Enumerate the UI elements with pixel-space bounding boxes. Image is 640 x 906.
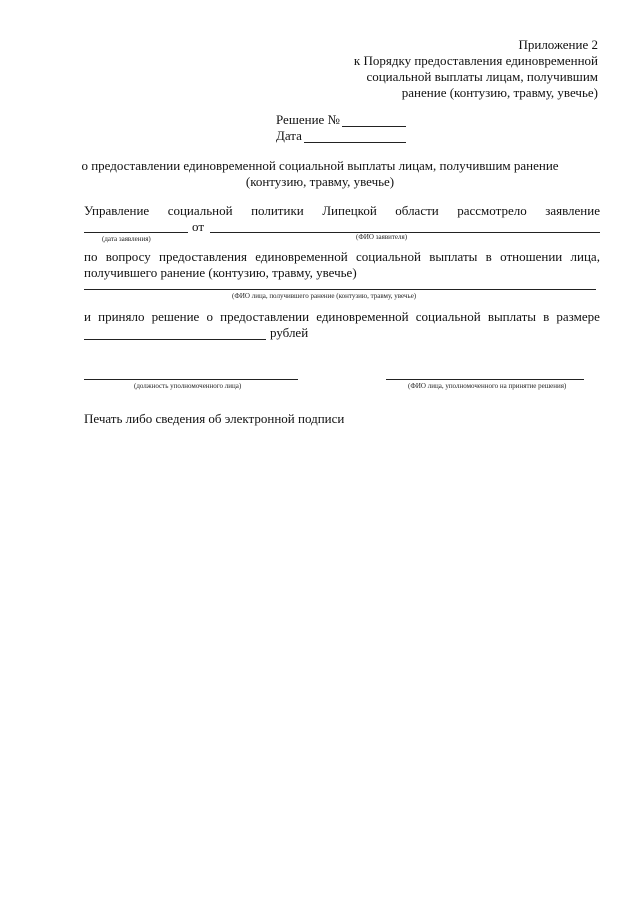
appendix-title: Приложение 2 (518, 37, 598, 52)
paragraph-2-line-2: получившего ранение (контузию, травму, увечье) (84, 265, 357, 280)
word: решение (151, 309, 200, 324)
word: выплаты (487, 309, 536, 324)
word: приняло (98, 309, 145, 324)
appendix-line-1: к Порядку предоставления единовременной (353, 53, 598, 68)
word: в (485, 249, 492, 264)
appendix-line-3: ранение (контузию, травму, увечье) (401, 85, 598, 100)
word: отношении (500, 249, 563, 264)
caption-position: (должность уполномоченного лица) (134, 382, 242, 390)
word: заявление (545, 203, 600, 218)
decision-number-label: Решение № (276, 112, 340, 127)
word: социальной (356, 249, 421, 264)
injured-person-blank (84, 289, 596, 290)
word: Липецкой (322, 203, 377, 218)
paragraph-1-line (84, 203, 600, 219)
word: лица, (570, 249, 600, 264)
paragraph-3-line-1 (84, 309, 600, 325)
appendix-line-2: социальной выплаты лицам, получившим (366, 69, 598, 84)
paragraph-2-line-1 (84, 249, 600, 265)
caption-applicant-name: (ФИО заявителя) (356, 233, 408, 241)
word: предоставления (159, 249, 247, 264)
amount-blank (84, 339, 266, 340)
word: социальной (167, 203, 233, 218)
word: области (395, 203, 439, 218)
subject-line-2: (контузию, травму, увечье) (245, 174, 395, 189)
seal-text: Печать либо сведения об электронной подписи (84, 411, 345, 426)
decision-number-blank (342, 126, 406, 127)
word: единовременной (316, 309, 409, 324)
word: размере (556, 309, 600, 324)
word: Управление (84, 203, 150, 218)
subject-line-1: о предоставлении единовременной социальной выплаты лицам, получившим ранение (81, 158, 559, 173)
caption-authorized-name: (ФИО лица, уполномоченного на принятие решения) (408, 382, 567, 390)
from-word: от (192, 219, 205, 234)
name-signature-line (386, 379, 584, 380)
caption-application-date: (дата заявления) (102, 235, 151, 243)
caption-injured-person: (ФИО лица, получившего ранение (контузию, травму, увечье) (232, 292, 417, 300)
word: рассмотрело (457, 203, 527, 218)
word: предоставлении (220, 309, 310, 324)
word: выплаты (429, 249, 478, 264)
rubles-word: рублей (270, 325, 309, 340)
decision-date-blank (304, 142, 406, 143)
position-signature-line (84, 379, 298, 380)
application-date-blank (84, 232, 188, 233)
word: политики (251, 203, 304, 218)
word: социальной (415, 309, 481, 324)
word: и (84, 309, 91, 324)
word: в (543, 309, 550, 324)
word: вопросу (105, 249, 151, 264)
word: по (84, 249, 98, 264)
decision-date-label: Дата (276, 128, 302, 143)
word: о (206, 309, 213, 324)
word: единовременной (255, 249, 348, 264)
